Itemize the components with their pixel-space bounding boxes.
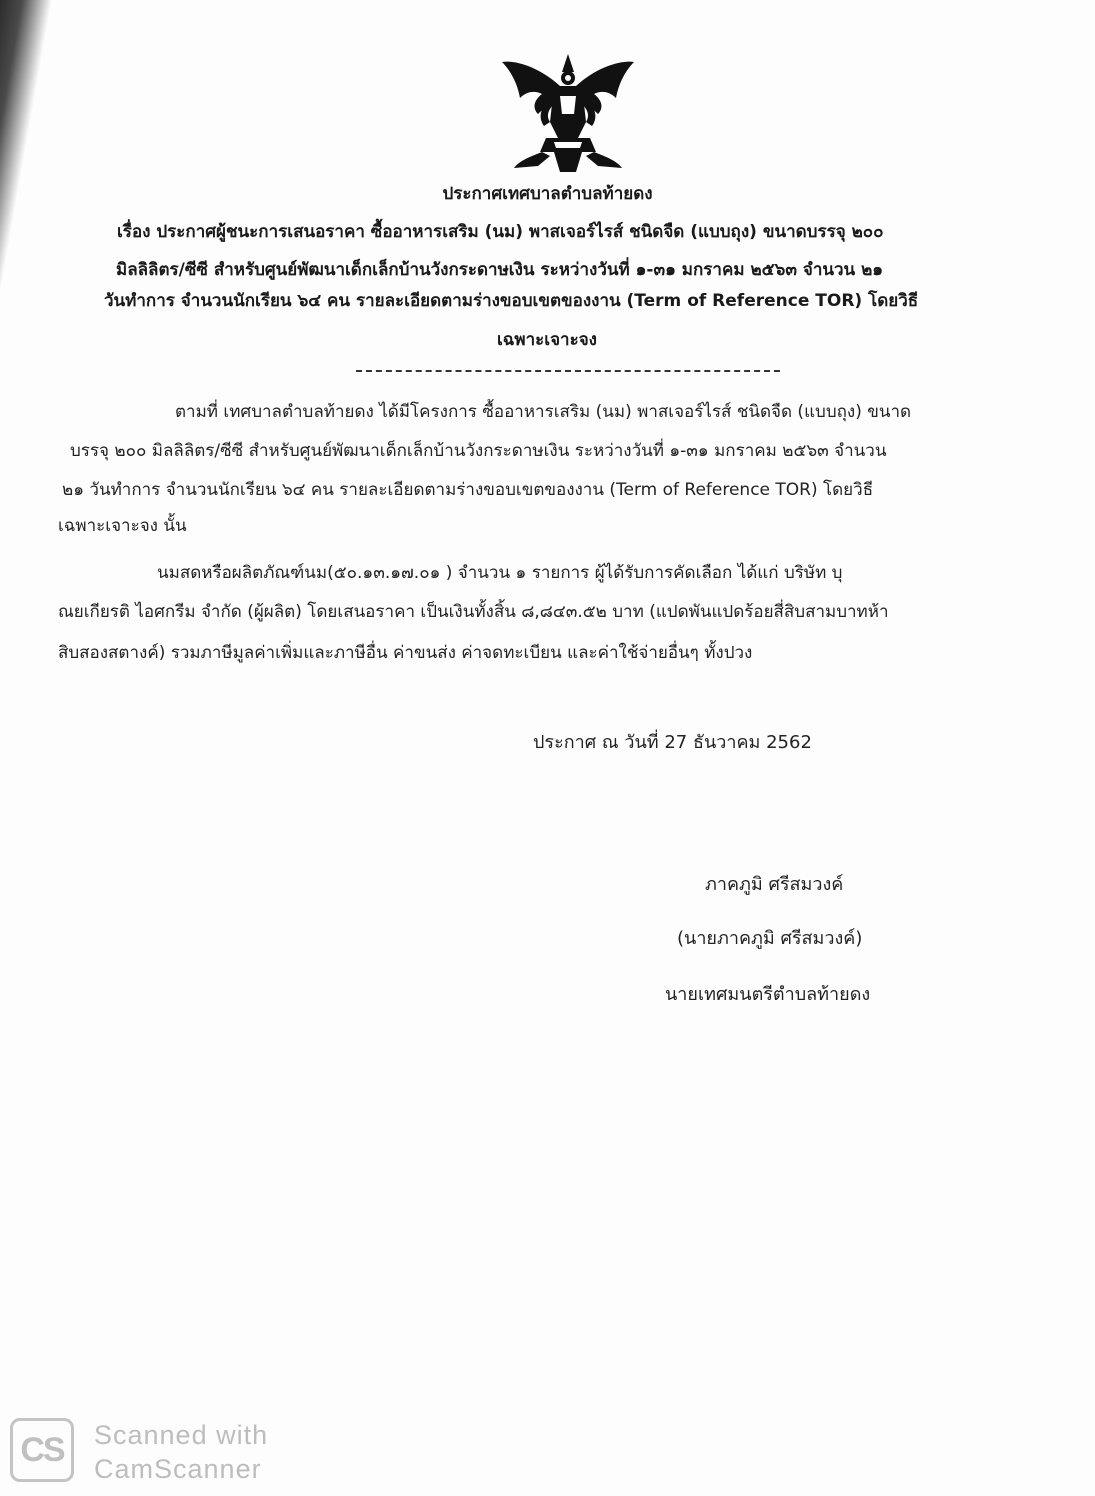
announce-date: ประกาศ ณ วันที่ 27 ธันวาคม 2562 [533, 732, 812, 753]
subject-line-1: เรื่อง ประกาศผู้ชนะการเสนอราคา ซื้ออาหารเสริม (นม) พาสเจอร์ไรส์ ชนิดจืด (แบบถุง) ขนาดบรรจุ ๒๐๐ [117, 222, 884, 242]
camscanner-logo: CS [10, 1418, 74, 1482]
paragraph1-line-4: เฉพาะเจาะจง นั้น [58, 516, 187, 536]
subject-line-4: เฉพาะเจาะจง [497, 330, 597, 350]
announcement-title: ประกาศเทศบาลตำบลท้ายดง [442, 184, 653, 204]
paragraph1-line-1: ตามที่ เทศบาลตำบลท้ายดง ได้มีโครงการ ซื้ออาหารเสริม (นม) พาสเจอร์ไรส์ ชนิดจืด (แบบถุง) ขนาด [175, 402, 912, 422]
paragraph2-line-1: นมสดหรือผลิตภัณฑ์นม(๕๐.๑๓.๑๗.๐๑ ) จำนวน ๑ รายการ ผู้ได้รับการคัดเลือก ได้แก่ บริษัท บุ [157, 563, 843, 583]
signer-name: ภาคภูมิ ศรีสมวงค์ [705, 874, 844, 895]
subject-line-3: วันทำการ จำนวนนักเรียน ๖๔ คน รายละเอียดตามร่างขอบเขตของงาน (Term of Reference TOR) โดยวิธี [104, 291, 919, 311]
signer-full-name: (นายภาคภูมิ ศรีสมวงค์) [677, 928, 863, 949]
paragraph2-line-2: ณยเกียรติ ไอศกรีม จำกัด (ผู้ผลิต) โดยเสนอราคา เป็นเงินทั้งสิ้น ๘,๘๔๓.๕๒ บาท (แปดพันแปดร้อยสี่สิบสามบาทห้า [58, 602, 889, 622]
watermark-line-1: Scanned with [94, 1420, 269, 1450]
paragraph1-line-3: ๒๑ วันทำการ จำนวนนักเรียน ๖๔ คน รายละเอียดตามร่างขอบเขตของงาน (Term of Reference TOR) โดยวิธี [62, 480, 874, 500]
paragraph1-line-2: บรรจุ ๒๐๐ มิลลิลิตร/ซีซี สำหรับศูนย์พัฒนาเด็กเล็กบ้านวังกระดาษเงิน ระหว่างวันที่ ๑-๓๑ มกราคม ๒๕๖๓ จำนวน [70, 441, 887, 461]
signer-position: นายเทศมนตรีตำบลท้ายดง [665, 984, 871, 1005]
watermark-line-2: CamScanner [94, 1454, 262, 1484]
subject-line-2: มิลลิลิตร/ซีซี สำหรับศูนย์พัฒนาเด็กเล็กบ้านวังกระดาษเงิน ระหว่างวันที่ ๑-๓๑ มกราคม ๒๕๖๓ จำนวน ๒๑ [116, 260, 884, 280]
dashed-divider [356, 370, 780, 372]
garuda-emblem-icon [498, 52, 638, 174]
paragraph2-line-3: สิบสองสตางค์) รวมภาษีมูลค่าเพิ่มและภาษีอื่น ค่าขนส่ง ค่าจดทะเบียน และค่าใช้จ่ายอื่นๆ ทั้งปวง [58, 643, 753, 663]
